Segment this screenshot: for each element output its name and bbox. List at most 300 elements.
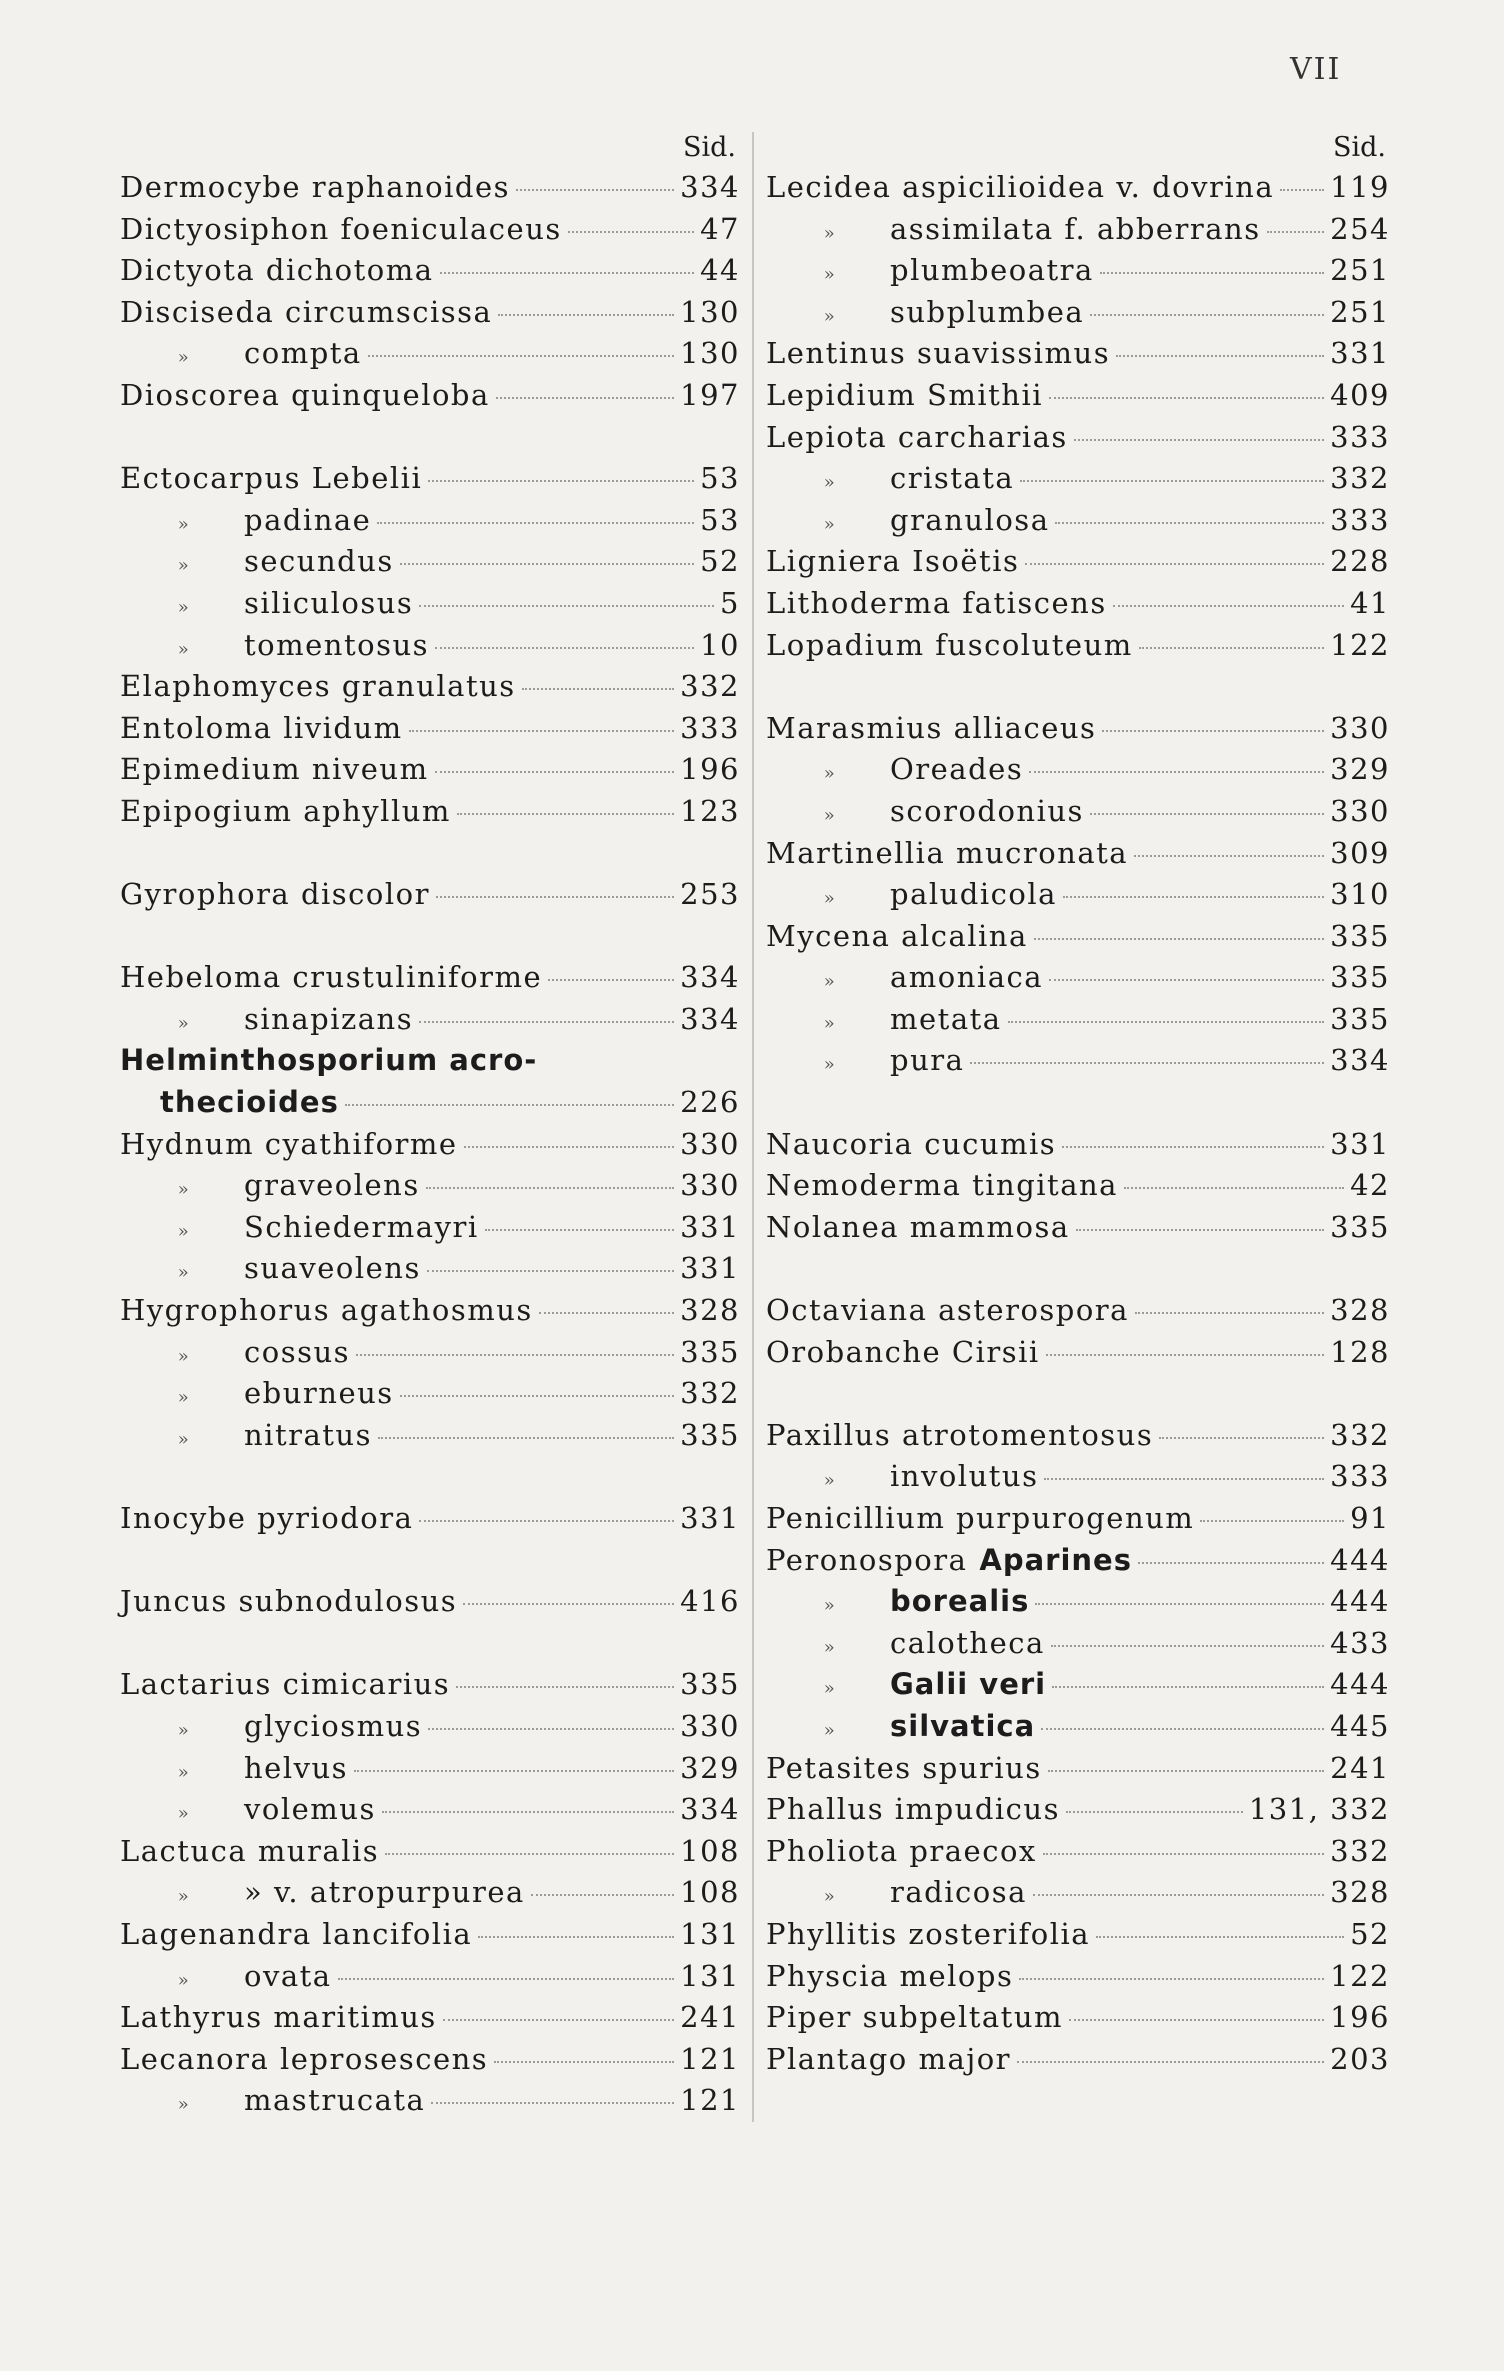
page-ref: 44: [700, 253, 740, 288]
page-ref: 197: [680, 377, 740, 412]
index-entry: [120, 1664, 740, 1706]
dot-leader: [1076, 1229, 1324, 1231]
dot-leader: [443, 2019, 674, 2021]
ditto-mark: »: [823, 763, 837, 785]
dot-leader: [1048, 1770, 1324, 1772]
page-ref: 5: [720, 585, 740, 620]
column-header: Sid.: [1333, 132, 1386, 163]
entry-name: Dermocybe raphanoides: [120, 170, 511, 204]
ditto-mark: »: [823, 971, 837, 993]
index-entry: [766, 833, 1390, 875]
ditto-mark: »: [177, 1179, 191, 1201]
entry-name: sinapizans: [244, 1001, 414, 1036]
page-ref: 228: [1330, 544, 1390, 579]
index-entry: [766, 1207, 1390, 1249]
entry-name: Naucoria cucumis: [766, 1126, 1057, 1161]
ditto-mark: »: [823, 1678, 837, 1700]
page-ref: 331: [680, 1251, 740, 1286]
page-ref: 332: [1330, 1833, 1390, 1868]
ditto-mark: »: [177, 1262, 191, 1284]
index-entry: [766, 874, 1390, 916]
dot-leader: [1029, 771, 1324, 773]
page-ref: 335: [1330, 1209, 1390, 1244]
dot-leader: [478, 1936, 674, 1938]
entry-name: Piper subpeltatum: [766, 2000, 1063, 2035]
column-divider: [752, 132, 754, 2122]
dot-leader: [1066, 1811, 1243, 1813]
dot-leader: [436, 896, 674, 898]
ditto-mark: »: [177, 596, 191, 618]
entry-name: eburneus: [244, 1376, 394, 1411]
letter-group-gap: [120, 916, 740, 958]
dot-leader: [1025, 563, 1324, 565]
letter-group-gap: [766, 1248, 1390, 1290]
page-ref: 328: [1330, 1875, 1390, 1910]
entry-name-epithet: Aparines: [979, 1542, 1132, 1577]
entry-name: Hydnum cyathiforme: [120, 1126, 458, 1161]
ditto-mark: »: [823, 513, 837, 535]
index-entry: [120, 2080, 740, 2122]
dot-leader: [426, 1187, 674, 1189]
ditto-mark: »: [823, 888, 837, 910]
index-entry: [120, 666, 740, 708]
ditto-mark: »: [823, 472, 837, 494]
index-entry: [120, 1373, 740, 1415]
index-entry: [120, 625, 740, 667]
entry-name: Lentinus suavissimus: [766, 336, 1111, 371]
dot-leader: [548, 979, 674, 981]
entry-name: Dioscorea quinqueloba: [120, 377, 490, 412]
ditto-mark: »: [177, 2094, 191, 2116]
dot-leader: [1113, 605, 1344, 607]
entry-name: Dictyota dichotoma: [120, 253, 434, 288]
index-entry: [766, 1956, 1390, 1998]
dot-leader: [485, 1229, 675, 1231]
entry-name: paludicola: [890, 877, 1057, 912]
entry-name: Nolanea mammosa: [766, 1209, 1070, 1244]
dot-leader: [1052, 1686, 1324, 1688]
entry-name: Hygrophorus agathosmus: [120, 1293, 533, 1328]
dot-leader: [1062, 1146, 1324, 1148]
entry-name: ovata: [244, 1958, 332, 1993]
index-entry: [766, 749, 1390, 791]
page-ref: 334: [680, 960, 740, 995]
page-ref: 130: [680, 336, 740, 371]
page-ref: 330: [680, 1708, 740, 1743]
ditto-mark: »: [823, 1636, 837, 1658]
dot-leader: [1124, 1187, 1344, 1189]
page-ref: 123: [680, 793, 740, 828]
page-ref: 332: [680, 669, 740, 704]
dot-leader: [1020, 480, 1324, 482]
index-entry: [120, 1498, 740, 1540]
index-entry: [766, 957, 1390, 999]
index-entry: [766, 583, 1390, 625]
dot-leader: [1116, 355, 1324, 357]
dot-leader: [400, 563, 694, 565]
dot-leader: [1074, 439, 1324, 441]
index-entry: [766, 1706, 1390, 1748]
page-ref: 330: [680, 1126, 740, 1161]
page-ref: 330: [1330, 793, 1390, 828]
dot-leader: [456, 1686, 674, 1688]
index-entry: [766, 209, 1390, 251]
entry-name: Helminthosporium acro-: [120, 1043, 538, 1078]
letter-group-gap: [766, 1082, 1390, 1124]
ditto-mark: »: [177, 347, 191, 369]
page-ref: 335: [680, 1667, 740, 1702]
page-ref: 330: [680, 1168, 740, 1203]
index-entry: [766, 708, 1390, 750]
index-entry: [120, 1165, 740, 1207]
page-ref: 334: [680, 170, 740, 204]
entry-name: » v. atropurpurea: [244, 1875, 525, 1910]
dot-leader: [435, 771, 675, 773]
entry-name: Peronospora: [766, 1542, 968, 1577]
index-column-left: [120, 128, 740, 2122]
index-entry: [120, 1956, 740, 1998]
entry-name: Lopadium fuscoluteum: [766, 627, 1133, 662]
index-entry: [120, 167, 740, 209]
index-entry: [120, 1332, 740, 1374]
entry-name: amoniaca: [890, 960, 1044, 995]
ditto-mark: »: [823, 1886, 837, 1908]
page-ref: 196: [1330, 2000, 1390, 2035]
dot-leader: [516, 189, 674, 191]
dot-leader: [427, 1270, 674, 1272]
index-entry: [766, 1415, 1390, 1457]
dot-leader: [440, 272, 695, 274]
index-entry: [120, 1040, 740, 1082]
page-ref: 122: [1330, 627, 1390, 662]
entry-name: assimilata f. abberrans: [890, 211, 1261, 246]
ditto-mark: »: [823, 1470, 837, 1492]
index-entry: [120, 541, 740, 583]
ditto-mark: »: [823, 264, 837, 286]
entry-name: Pholiota praecox: [766, 1833, 1037, 1868]
entry-name: glyciosmus: [244, 1708, 423, 1743]
dot-leader: [431, 2102, 674, 2104]
dot-leader: [378, 1437, 674, 1439]
index-entry: [766, 1997, 1390, 2039]
dot-leader: [419, 605, 714, 607]
page-ref: 121: [680, 2041, 740, 2076]
index-entry: [120, 1124, 740, 1166]
page-ref: 41: [1350, 585, 1390, 620]
ditto-mark: »: [823, 1595, 837, 1617]
page-ref: 334: [680, 1001, 740, 1036]
entry-name: cristata: [890, 461, 1015, 496]
entry-name: scorodonius: [890, 793, 1084, 828]
entry-name: tomentosus: [244, 627, 430, 662]
page-ref: 329: [1330, 752, 1390, 787]
page-ref: 131: [680, 1916, 740, 1951]
dot-leader: [1063, 896, 1324, 898]
index-entry: [766, 1540, 1390, 1582]
index-entry: [766, 417, 1390, 459]
entry-name: Schiedermayri: [244, 1209, 479, 1244]
index-entry: [766, 1664, 1390, 1706]
index-entry: [120, 292, 740, 334]
index-entry: [766, 999, 1390, 1041]
index-entry: [766, 333, 1390, 375]
entry-name: Nemoderma tingitana: [766, 1168, 1118, 1203]
entry-name: Disciseda circumscissa: [120, 294, 493, 329]
dot-leader: [385, 1853, 674, 1855]
entry-name: compta: [244, 336, 362, 371]
entry-name: Oreades: [890, 752, 1024, 787]
index-entry: [766, 1290, 1390, 1332]
dot-leader: [1049, 397, 1324, 399]
ditto-mark: »: [177, 1387, 191, 1409]
page-ref: 47: [700, 211, 740, 246]
index-entry: [120, 209, 740, 251]
letter-group-gap: [120, 1623, 740, 1665]
index-entry: [120, 583, 740, 625]
entry-name: pura: [890, 1043, 965, 1078]
dot-leader: [1139, 647, 1324, 649]
dot-leader: [428, 480, 694, 482]
page-ref: 433: [1330, 1625, 1390, 1660]
entry-name: Ectocarpus Lebelii: [120, 461, 423, 496]
page-ref: 331: [680, 1209, 740, 1244]
entry-name: Lactarius cimicarius: [120, 1667, 451, 1702]
ditto-mark: »: [177, 555, 191, 577]
page-ref: 131: [680, 1958, 740, 1993]
index-entry: [766, 1748, 1390, 1790]
index-entry: [120, 500, 740, 542]
index-entry: [766, 625, 1390, 667]
index-entry: [766, 541, 1390, 583]
entry-name: Hebeloma crustuliniforme: [120, 960, 543, 995]
page-ref: 416: [680, 1584, 740, 1619]
entry-name: Epipogium aphyllum: [120, 793, 451, 828]
index-entry: [766, 1914, 1390, 1956]
dot-leader: [1008, 1021, 1325, 1023]
page-ref: 335: [1330, 918, 1390, 953]
page-ref: 333: [680, 710, 740, 745]
ditto-mark: »: [177, 1886, 191, 1908]
index-entry: [120, 1872, 740, 1914]
page-ref: 10: [700, 627, 740, 662]
entry-name: Orobanche Cirsii: [766, 1334, 1040, 1369]
index-entry: [120, 999, 740, 1041]
index-entry: [120, 749, 740, 791]
index-entry: [766, 167, 1390, 209]
entry-name: Lathyrus maritimus: [120, 2000, 437, 2035]
entry-name: Galii veri: [890, 1667, 1047, 1702]
page-ref: 203: [1330, 2041, 1390, 2076]
dot-leader: [338, 1978, 675, 1980]
page-ref: 333: [1330, 1459, 1390, 1494]
entry-name: graveolens: [244, 1168, 420, 1203]
ditto-mark: »: [177, 1719, 191, 1741]
entry-name: volemus: [244, 1792, 376, 1827]
dot-leader: [1034, 938, 1324, 940]
dot-leader: [1135, 1312, 1324, 1314]
letter-group-gap: [766, 1373, 1390, 1415]
page-ref: 328: [680, 1293, 740, 1328]
entry-name: Epimedium niveum: [120, 752, 429, 787]
index-entry: [120, 957, 740, 999]
entry-name: cossus: [244, 1334, 351, 1369]
ditto-mark: »: [177, 513, 191, 535]
index-entry: [120, 333, 740, 375]
index-column-right: [766, 128, 1390, 2080]
column-header: Sid.: [683, 132, 736, 163]
dot-leader: [1069, 2019, 1324, 2021]
index-entry: [766, 916, 1390, 958]
page-ref: 330: [1330, 710, 1390, 745]
index-entry: [120, 1914, 740, 1956]
entry-name: Plantago major: [766, 2041, 1012, 2076]
page-ref: 309: [1330, 835, 1390, 870]
index-entry: [120, 1415, 740, 1457]
page-ref: 226: [680, 1085, 740, 1120]
ditto-mark: »: [823, 804, 837, 826]
dot-leader: [1046, 1354, 1324, 1356]
dot-leader: [377, 522, 694, 524]
dot-leader: [1043, 1853, 1324, 1855]
entry-name: silvatica: [890, 1708, 1036, 1743]
ditto-mark: »: [177, 1761, 191, 1783]
dot-leader: [400, 1395, 674, 1397]
dot-leader: [1033, 1894, 1324, 1896]
page-ref: 333: [1330, 502, 1390, 537]
page-ref: 331: [680, 1501, 740, 1535]
page-ref: 121: [680, 2083, 740, 2118]
entry-name: granulosa: [890, 502, 1050, 537]
dot-leader: [1267, 231, 1325, 233]
page-ref: 108: [680, 1833, 740, 1868]
entry-name: Marasmius alliaceus: [766, 710, 1097, 745]
entry-name: siliculosus: [244, 585, 414, 620]
page-ref: 445: [1330, 1708, 1390, 1743]
entry-name: Lepiota carcharias: [766, 419, 1068, 454]
dot-leader: [1041, 1728, 1324, 1730]
dot-leader: [1090, 813, 1324, 815]
page-ref: 444: [1330, 1584, 1390, 1619]
entry-name: suaveolens: [244, 1251, 421, 1286]
index-entry: [766, 1872, 1390, 1914]
index-entry: [766, 1581, 1390, 1623]
index-entry: [120, 1831, 740, 1873]
dot-leader: [1090, 314, 1324, 316]
entry-name: mastrucata: [244, 2083, 426, 2118]
page-ref: 196: [680, 752, 740, 787]
page-ref: 251: [1330, 294, 1390, 329]
entry-name: Martinellia mucronata: [766, 835, 1129, 870]
page-ref: 331: [1330, 1126, 1390, 1161]
entry-name: Paxillus atrotomentosus: [766, 1417, 1154, 1452]
page-ref: 444: [1330, 1542, 1390, 1577]
index-entry: [120, 1997, 740, 2039]
page-ref: 130: [680, 294, 740, 329]
index-entry: [120, 1290, 740, 1332]
page-ref: 444: [1330, 1667, 1390, 1702]
entry-name: Ligniera Isoëtis: [766, 544, 1020, 579]
dot-leader: [970, 1062, 1324, 1064]
dot-leader: [354, 1770, 674, 1772]
entry-name: Mycena alcalina: [766, 918, 1028, 953]
dot-leader: [1280, 189, 1324, 191]
page-ref: 335: [1330, 960, 1390, 995]
page-ref: 119: [1330, 170, 1390, 204]
index-entry: [120, 1789, 740, 1831]
index-entry: [766, 1498, 1390, 1540]
index-entry: [766, 2039, 1390, 2081]
dot-leader: [531, 1894, 674, 1896]
ditto-mark: »: [823, 1719, 837, 1741]
page-ref: 52: [1350, 1916, 1390, 1951]
dot-leader: [1102, 730, 1324, 732]
entry-name: helvus: [244, 1750, 349, 1785]
letter-group-gap: [120, 1456, 740, 1498]
dot-leader: [498, 314, 674, 316]
index-entry: [766, 1165, 1390, 1207]
entry-name: thecioides: [160, 1085, 339, 1120]
entry-name: borealis: [890, 1584, 1030, 1619]
index-entry: [120, 2039, 740, 2081]
entry-name: radicosa: [890, 1875, 1027, 1910]
dot-leader: [428, 1728, 674, 1730]
entry-name: Lepidium Smithii: [766, 377, 1044, 412]
index-entry: [766, 1124, 1390, 1166]
dot-leader: [464, 1146, 675, 1148]
entry-name: Octaviana asterospora: [766, 1293, 1129, 1328]
page-ref: 241: [680, 2000, 740, 2035]
dot-leader: [1044, 1478, 1324, 1480]
entry-name: Phallus impudicus: [766, 1792, 1060, 1827]
entry-list: [120, 167, 740, 2122]
entry-name: Phyllitis zosterifolia: [766, 1916, 1091, 1951]
dot-leader: [463, 1603, 674, 1605]
dot-leader: [368, 355, 674, 357]
page-ref: 329: [680, 1750, 740, 1785]
index-entry: [766, 1332, 1390, 1374]
entry-name: subplumbea: [890, 294, 1085, 329]
letter-group-gap: [766, 666, 1390, 708]
letter-group-gap: [120, 1540, 740, 1582]
ditto-mark: »: [177, 1012, 191, 1034]
entry-name: Physcia melops: [766, 1958, 1014, 1993]
dot-leader: [1100, 272, 1324, 274]
page-ref: 128: [1330, 1334, 1390, 1369]
ditto-mark: »: [177, 638, 191, 660]
entry-name: padinae: [244, 502, 372, 537]
index-entry: [120, 1082, 740, 1124]
index-entry: [120, 250, 740, 292]
page-ref: 91: [1350, 1501, 1390, 1535]
entry-name: Elaphomyces granulatus: [120, 669, 516, 704]
page-number: VII: [1290, 52, 1342, 87]
page-ref: 108: [680, 1875, 740, 1910]
page-ref: 334: [680, 1792, 740, 1827]
page-ref: 131, 332: [1248, 1792, 1390, 1827]
entry-name: involutus: [890, 1459, 1039, 1494]
dot-leader: [494, 2061, 674, 2063]
dot-leader: [539, 1312, 674, 1314]
dot-leader: [1017, 2061, 1324, 2063]
dot-leader: [457, 813, 674, 815]
dot-leader: [568, 231, 694, 233]
page-ref: 409: [1330, 377, 1390, 412]
entry-list: [766, 167, 1390, 2080]
dot-leader: [522, 688, 674, 690]
page-ref: 335: [680, 1417, 740, 1452]
letter-group-gap: [120, 417, 740, 459]
page-ref: 42: [1350, 1168, 1390, 1203]
